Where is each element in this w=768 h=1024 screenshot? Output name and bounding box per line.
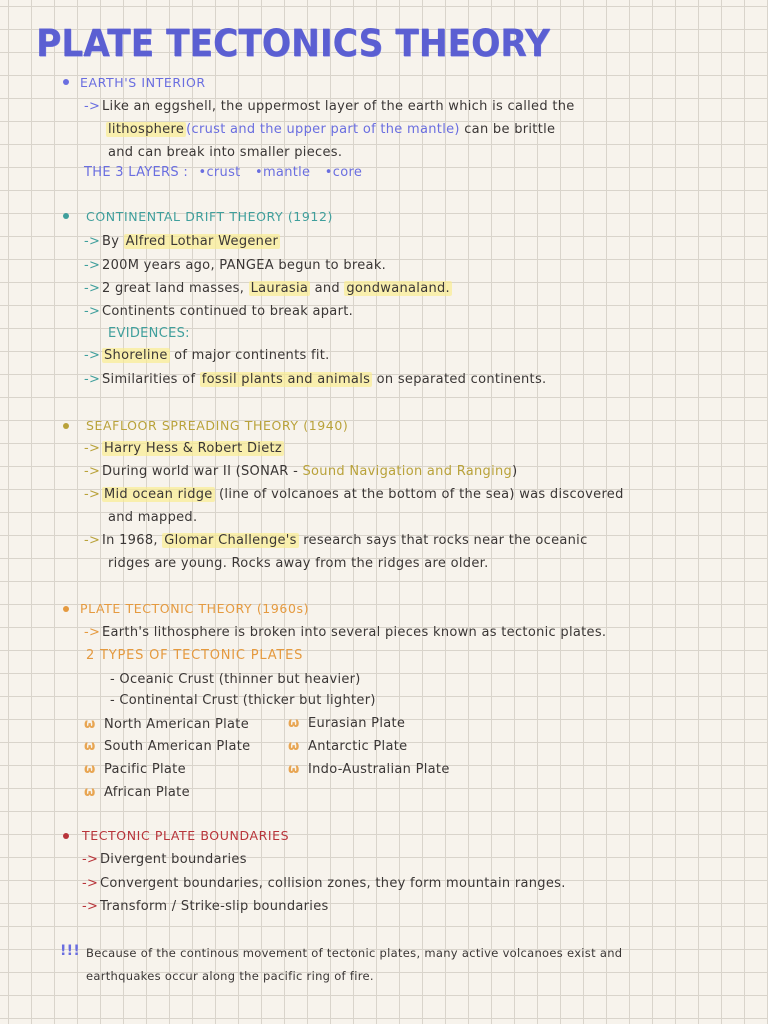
note-line: lithosphere (crust and the upper part of the mantle) can be brittle [108,122,556,137]
note-line: -> Continents continued to break apart. [84,304,354,319]
arrow-icon: -> [84,99,101,114]
note-line: and can break into smaller pieces. [108,145,343,160]
plate-item: ω Eurasian Plate [288,716,406,731]
note-line: and mapped. [108,510,198,525]
three-layers-line: THE 3 LAYERS : •crust •mantle •core [84,165,363,180]
note-line: -> Earth's lithosphere is broken into several pieces known as tectonic plates. [84,625,607,640]
plate-item: ω Indo-Australian Plate [288,762,450,777]
note-line: -> Similarities of fossil plants and animals on separated continents. [84,372,547,387]
section-bullet [63,213,69,219]
section-bullet [63,79,69,85]
section-bullet [63,833,69,839]
types-heading: 2 TYPES OF TECTONIC PLATES [86,648,304,663]
section-heading-plate-tectonic: PLATE TECTONIC THEORY (1960s) [80,601,310,616]
note-line: -> Like an eggshell, the uppermost layer of the earth which is called the [84,99,575,114]
plate-item: ω African Plate [84,785,190,800]
note-line: earthquakes occur along the pacific ring of fire. [86,969,374,983]
page-title: PLATE TECTONICS THEORY [36,22,550,65]
section-heading-continental-drift: CONTINENTAL DRIFT THEORY (1912) [86,209,333,224]
section-heading-boundaries: TECTONIC PLATE BOUNDARIES [82,828,290,843]
plate-item: ω Pacific Plate [84,762,186,777]
section-bullet [63,423,69,429]
note-line: -> In 1968, Glomar Challenge's research says that rocks near the oceanic [84,533,588,548]
note-line: -> By Alfred Lothar Wegener [84,234,279,249]
note-line: Because of the continous movement of tectonic plates, many active volcanoes exist and [86,946,623,960]
note-line: -> Divergent boundaries [82,852,247,867]
section-bullet [63,606,69,612]
plate-item: ω Antarctic Plate [288,739,408,754]
exclamation-icon: !!! [60,943,81,959]
note-line: -> Mid ocean ridge (line of volcanoes at the bottom of the sea) was discovered [84,487,624,502]
note-line: -> 200M years ago, PANGEA begun to break. [84,258,387,273]
plate-item: ω North American Plate [84,717,250,732]
note-line: ridges are young. Rocks away from the ridges are older. [108,556,489,571]
note-line: - Oceanic Crust (thinner but heavier) [110,672,361,687]
note-line: -> Transform / Strike-slip boundaries [82,899,329,914]
note-line: - Continental Crust (thicker but lighter) [110,693,376,708]
evidences-label: EVIDENCES: [108,326,190,341]
note-line: -> Shoreline of major continents fit. [84,348,330,363]
note-line: -> Harry Hess & Robert Dietz [84,441,283,456]
note-line: -> 2 great land masses, Laurasia and gondwanaland. [84,281,450,296]
section-heading-seafloor-spreading: SEAFLOOR SPREADING THEORY (1940) [86,418,349,433]
section-heading-earths-interior: EARTH'S INTERIOR [80,75,206,90]
plate-item: ω South American Plate [84,739,251,754]
note-line: -> During world war II (SONAR - Sound Navigation and Ranging) [84,464,518,479]
note-line: -> Convergent boundaries, collision zones, they form mountain ranges. [82,876,566,891]
